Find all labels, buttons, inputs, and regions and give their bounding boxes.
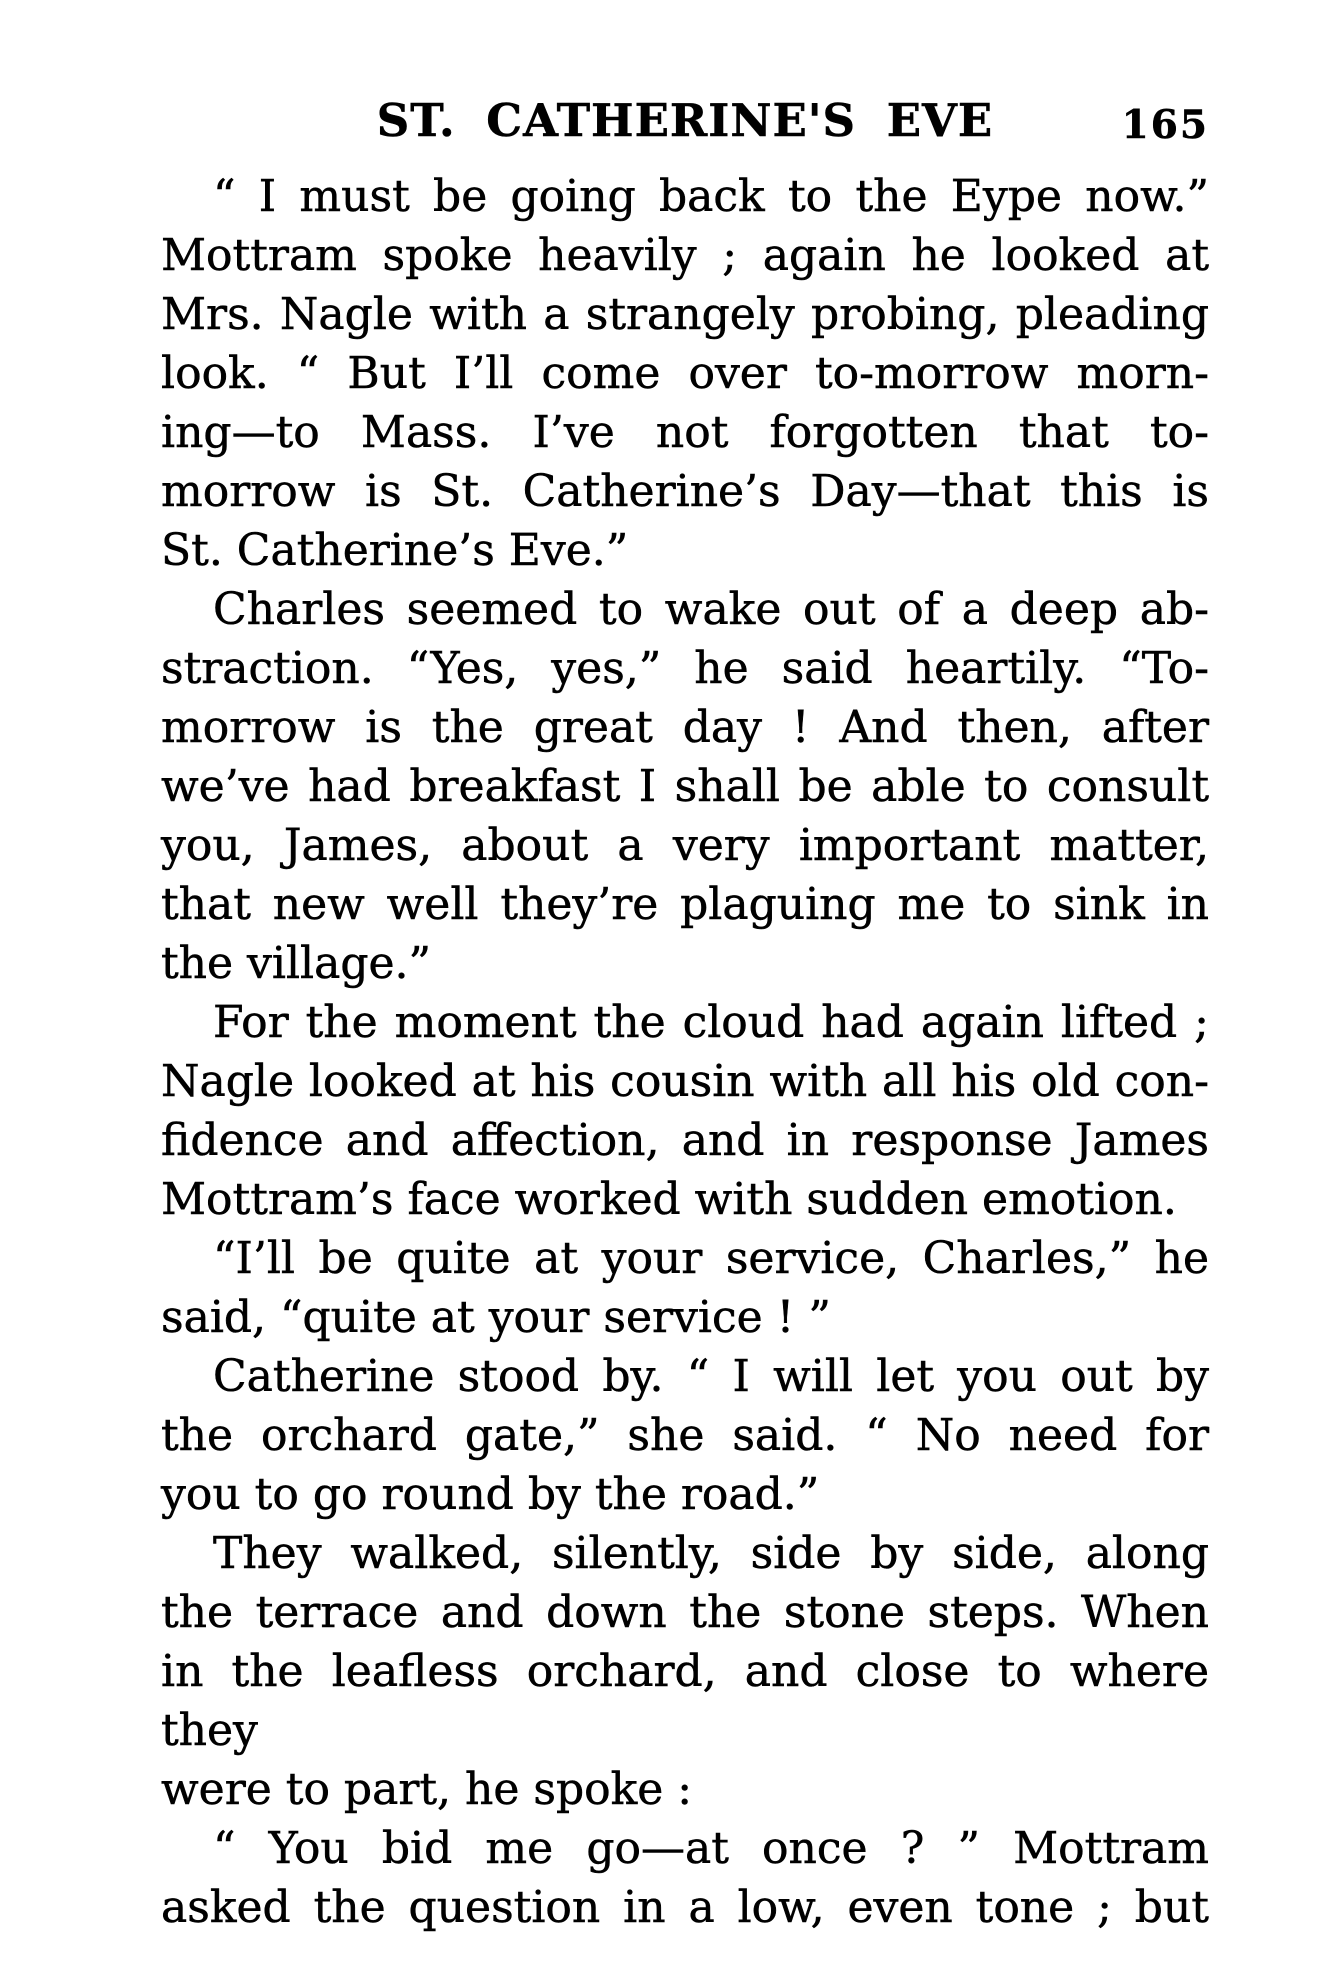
text-line: Mottram’s face worked with sudden emotion. <box>161 1174 1177 1225</box>
text-line: we’ve had breakfast I shall be able to consult <box>161 761 1209 812</box>
text-line: They walked, silently, side by side, along <box>213 1528 1209 1579</box>
paragraph <box>161 1819 1209 1937</box>
text-line: Mrs. Nagle with a strangely probing, pleading <box>161 289 1209 340</box>
text-line: you to go round by the road.” <box>161 1469 820 1520</box>
text-line: Nagle looked at his cousin with all his old con- <box>161 1056 1209 1107</box>
text-line: fidence and affection, and in response James <box>161 1115 1209 1166</box>
text-line: the terrace and down the stone steps. When <box>161 1587 1209 1638</box>
paragraph <box>161 167 1209 580</box>
page-number: 165 <box>1121 102 1209 148</box>
text-line: For the moment the cloud had again lifted ; <box>213 997 1209 1048</box>
text-line: that new well they’re plaguing me to sink in <box>161 879 1209 930</box>
running-header <box>161 0 1209 170</box>
text-line: Catherine stood by. “ I will let you out by <box>213 1351 1209 1402</box>
text-line: asked the question in a low, even tone ; but <box>161 1882 1209 1933</box>
paragraph <box>161 1524 1223 1819</box>
text-line: morrow is St. Catherine’s Day—that this is <box>161 466 1209 517</box>
running-title: ST. CATHERINE'S EVE <box>376 94 994 147</box>
paragraph <box>161 580 1209 993</box>
paragraph <box>161 1229 1209 1347</box>
text-line: the village.” <box>161 938 432 989</box>
text-line: you, James, about a very important matter, <box>161 820 1209 871</box>
paragraph <box>161 993 1209 1229</box>
text-line: straction. “Yes, yes,” he said heartily. “To- <box>161 643 1209 694</box>
text-line: St. Catherine’s Eve.” <box>161 525 629 576</box>
text-line: were to part, he spoke : <box>161 1764 693 1815</box>
text-line: Mottram spoke heavily ; again he looked at <box>161 230 1209 281</box>
text-line: “I’ll be quite at your service, Charles,” he <box>213 1233 1209 1284</box>
text-line: Charles seemed to wake out of a deep ab- <box>213 584 1209 635</box>
paragraph <box>161 1347 1209 1524</box>
text-line: “ You bid me go—at once ? ” Mottram <box>213 1823 1209 1874</box>
text-line: the orchard gate,” she said. “ No need for <box>161 1410 1209 1461</box>
text-line: in the leafless orchard, and close to where they <box>161 1646 1223 1756</box>
text-line: morrow is the great day ! And then, after <box>161 702 1209 753</box>
text-line: said, “quite at your service ! ” <box>161 1292 831 1343</box>
text-line: ing—to Mass. I’ve not forgotten that to- <box>161 407 1209 458</box>
text-line: look. “ But I’ll come over to-morrow morn- <box>161 348 1209 399</box>
text-line: “ I must be going back to the Eype now.” <box>213 171 1209 222</box>
text-block <box>161 167 1223 1937</box>
